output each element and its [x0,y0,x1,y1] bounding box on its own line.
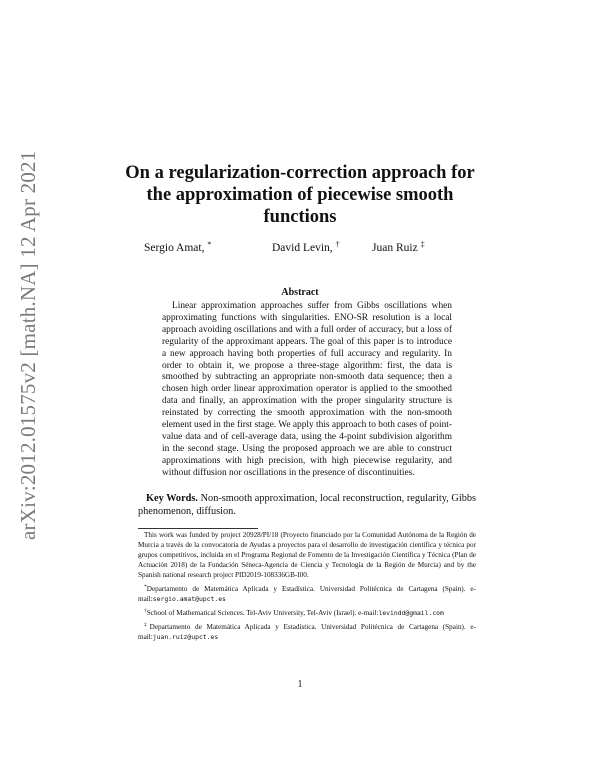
footnote-divider [138,528,258,529]
footnote-amat [138,582,476,604]
author-name: Sergio Amat, [144,242,205,254]
author-levin [272,240,340,254]
email-link[interactable]: juan.ruiz@upct.es [152,633,219,641]
author-footnote-mark: ‡ [420,240,425,249]
author-ruiz [372,240,425,254]
author-name: Juan Ruiz [372,242,418,254]
footnote-mark: ‡ [144,622,150,628]
footnote-affiliation: Departamento de Matemática Aplicada y Estadística. Universidad Politécnica de Cartagena (Spain). e-mail: [138,623,476,641]
email-link[interactable]: levindd@gmail.com [378,609,444,617]
paper-title: On a regularization-correction approach for the approximation of piecewise smooth functions [125,163,475,227]
keywords-label: Key Words. [146,493,198,504]
author-list [120,240,480,256]
abstract-heading: Abstract [281,287,319,298]
author-footnote-mark: † [335,240,340,249]
footnote-mark: † [144,608,147,614]
abstract-text: Linear approximation approaches suffer from Gibbs oscillations when approximating functions with singularities. ENO-SR resolution is a local approach avoiding oscillations and with a full order of accuracy, but a loss of regularity of the approximant appears. The goal of this paper is to introduce a new approach having both properties of full accuracy and regularity. In order to obtain it, we propose a three-stage algorithm: first, the data is smoothed by subtracting an appropriate non-smooth data sequence; then a chosen high order linear approximation operator is applied to the smoothed data and finally, an approximation with the proper singularity structure is reinstated by correcting the smooth approximation with the non-smooth element used in the first stage. We apply this approach to both cases of point-value data and of cell-average data, using the 4-point subdivision algorithm in the second stage. Using the proposed approach we are able to construct approximations with high precision, with high piecewise regularity, and without diffusion nor oscillations in the presence of discontinuities. [162,301,452,478]
footnote-affiliation: School of Mathematical Sciences. Tel-Aviv University, Tel-Aviv (Israel). e-mail: [146,609,379,617]
arxiv-identifier-text: arXiv:2012.01575v2 [math.NA] 12 Apr 2021 [16,150,40,540]
footnotes [138,530,476,644]
footnote-levin [138,606,476,618]
author-footnote-mark: * [207,240,212,249]
footnote-funding: This work was funded by project 20928/PI/18 (Proyecto financiado por la Comunidad Autónoma de la Región de Murcia a través de la convocatoria de Ayudas a proyectos para el desarrollo de investigación científica y técnica por grupos competitivos, incluida en el Programa Regional de Fomento de la Investigación Científica y Técnica (Plan de Actuación 2018) de la Fundación Séneca-Agencia de Ciencia y Tecnología de la Región de Murcia) and by the Spanish national research project PID2019-108336GB-I00. [138,531,476,579]
footnote-mark: * [144,584,147,590]
keywords [138,492,476,518]
author-name: David Levin, [272,242,333,254]
footnote-ruiz [138,620,476,642]
footnote-affiliation: Departamento de Matemática Aplicada y Estadística. Universidad Politécnica de Cartagena (Spain). e-mail: [138,585,476,603]
email-link[interactable]: sergio.amat@upct.es [152,595,226,603]
keywords-text: Non-smooth approximation, local reconstruction, regularity, Gibbs phenomenon, diffusion. [138,493,476,517]
page-number: 1 [297,679,303,690]
author-amat [144,240,211,254]
